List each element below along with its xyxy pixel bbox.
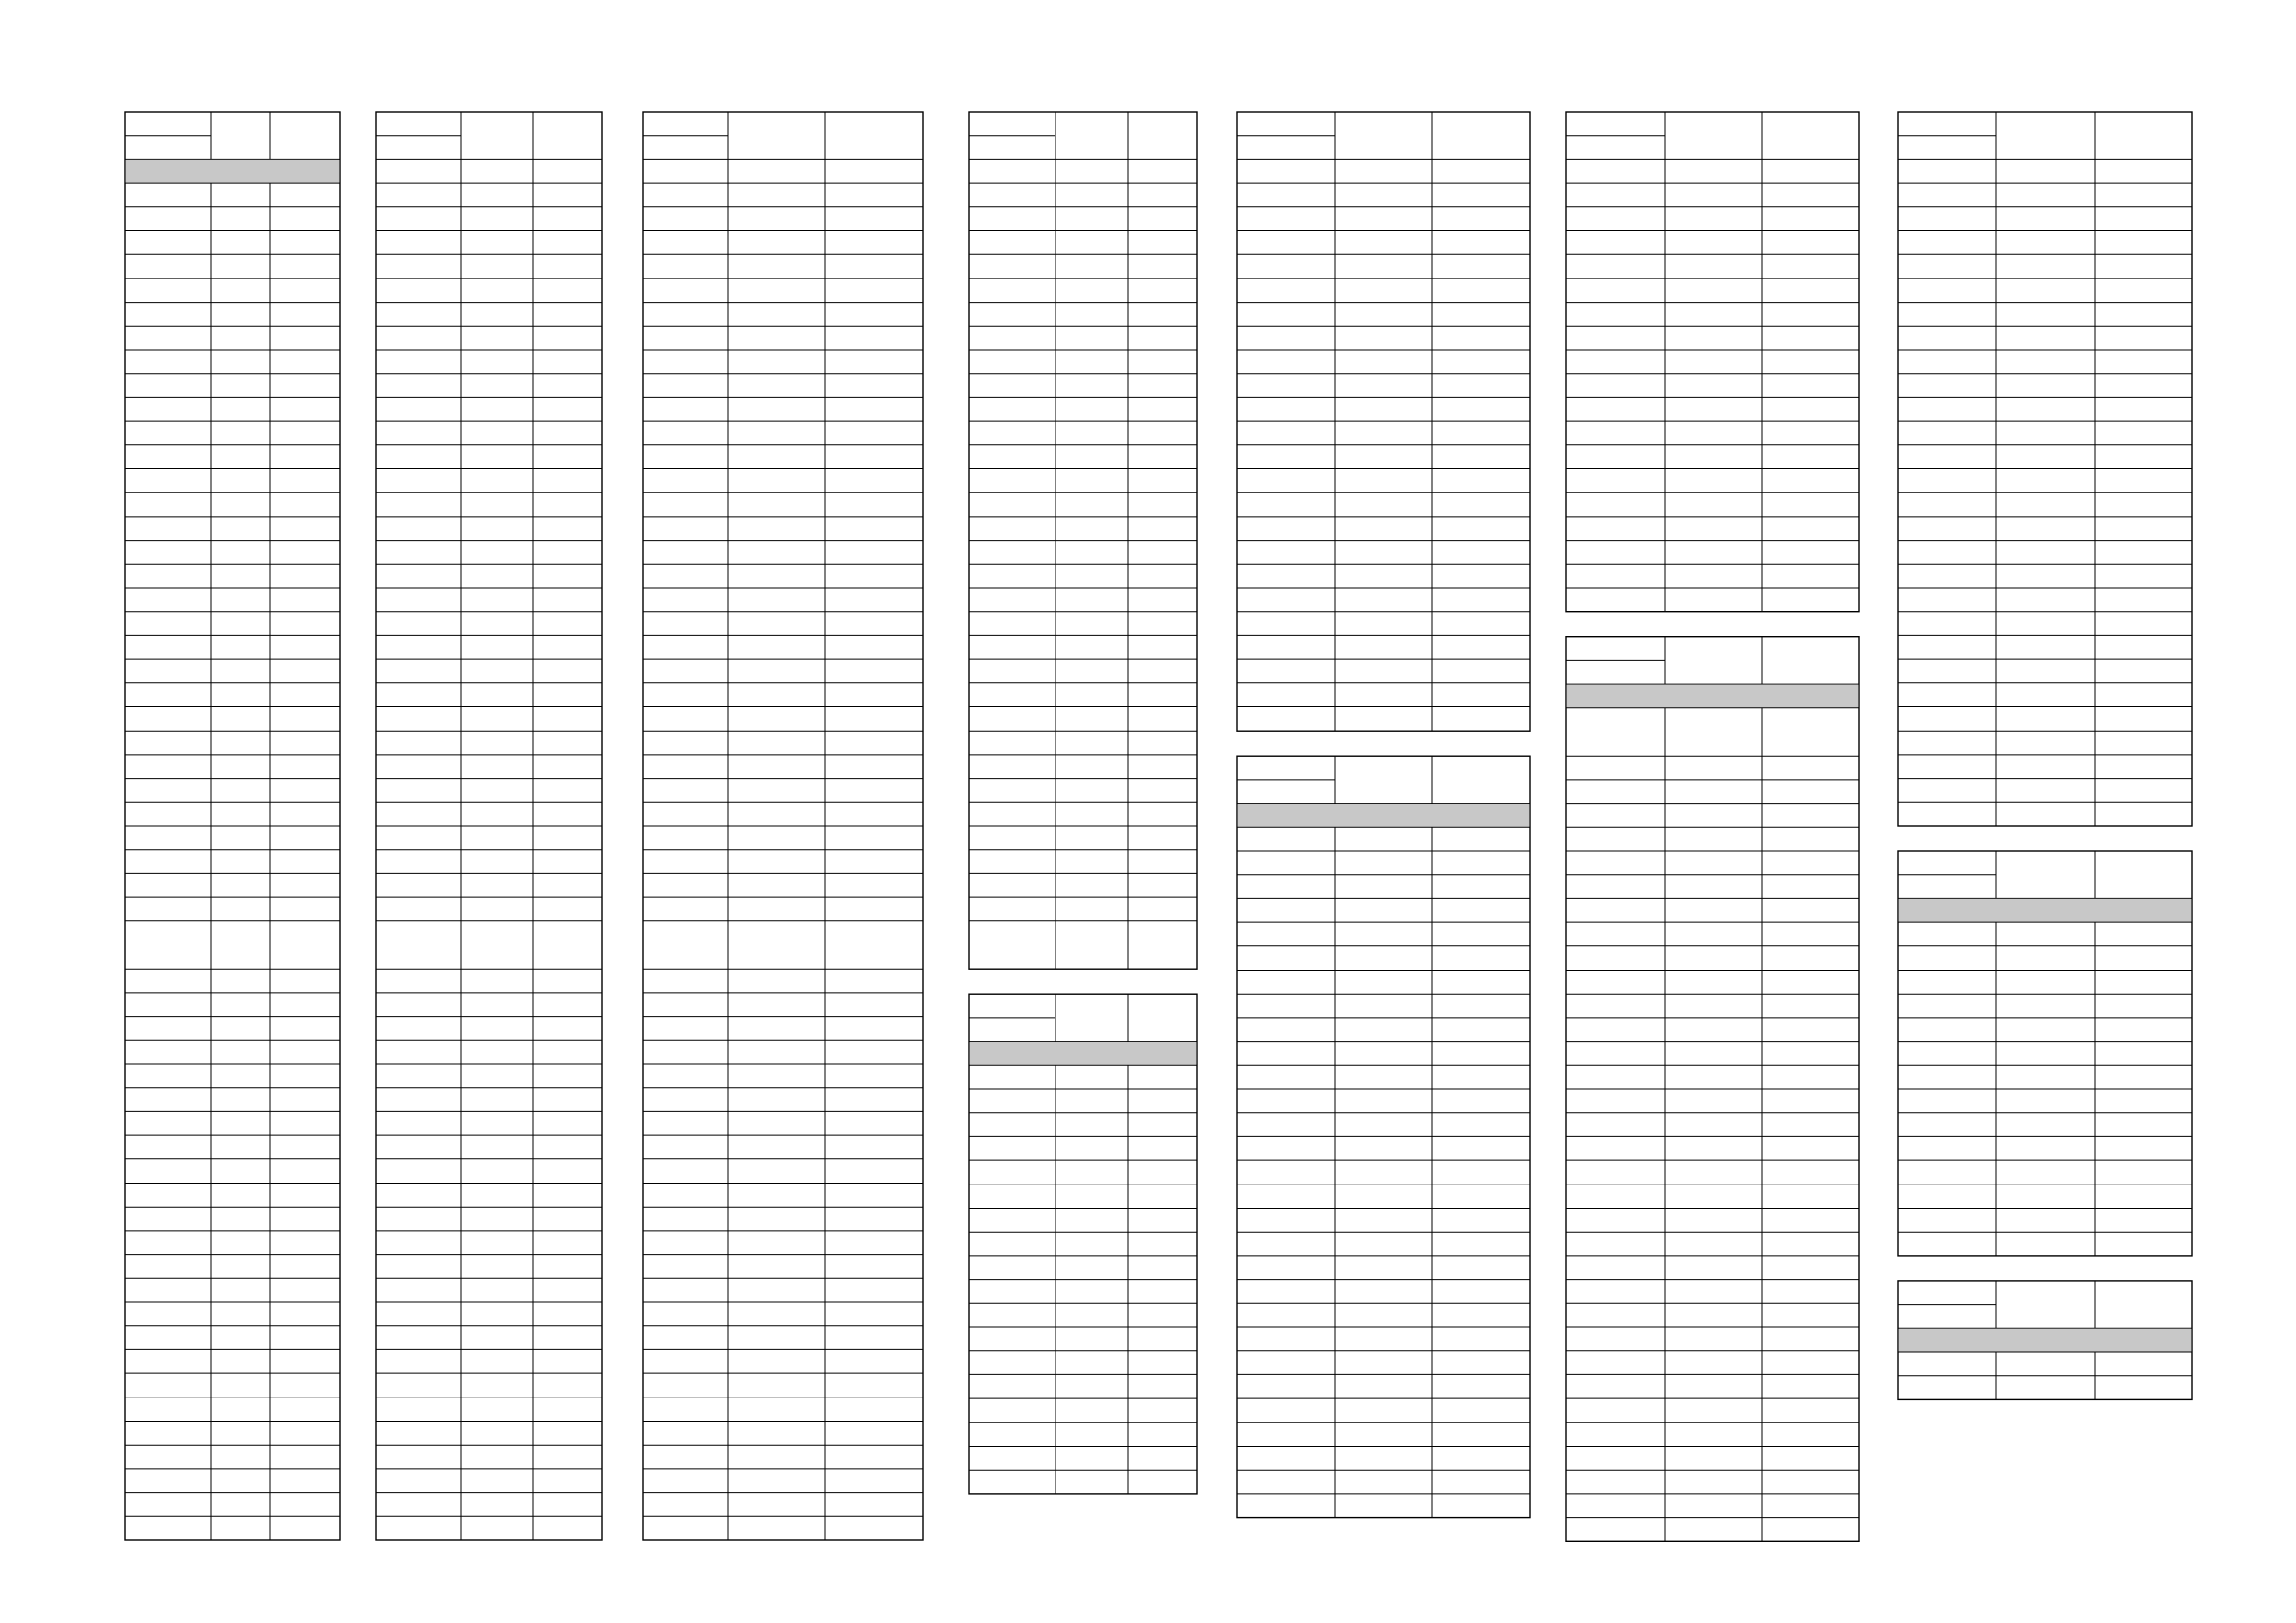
table-col3 [643, 112, 923, 1540]
table-frame [969, 994, 1197, 1494]
table-block [1237, 756, 1530, 1517]
highlight-band [970, 1042, 1197, 1065]
table-col2 [376, 112, 602, 1540]
table-col4 [969, 112, 1197, 1494]
highlight-band [1567, 685, 1859, 708]
table-block [1898, 112, 2192, 826]
table-block [376, 112, 602, 1540]
table-col1 [125, 112, 340, 1540]
table-col6 [1566, 112, 1859, 1541]
table-block [1898, 851, 2192, 1256]
table-col5 [1237, 112, 1530, 1518]
table-block [1566, 112, 1859, 612]
table-block [1237, 112, 1530, 731]
table-block [643, 112, 923, 1540]
highlight-band [1899, 1329, 2192, 1352]
highlight-band [1899, 899, 2192, 922]
highlight-band [1238, 804, 1530, 827]
table-block [969, 994, 1197, 1494]
table-col7 [1898, 112, 2192, 1399]
highlight-band [126, 160, 340, 183]
table-block [1898, 1281, 2192, 1400]
table-block [969, 112, 1197, 969]
table-frame [1566, 112, 1859, 612]
table-block [1566, 637, 1859, 1542]
table-block [125, 112, 340, 1540]
